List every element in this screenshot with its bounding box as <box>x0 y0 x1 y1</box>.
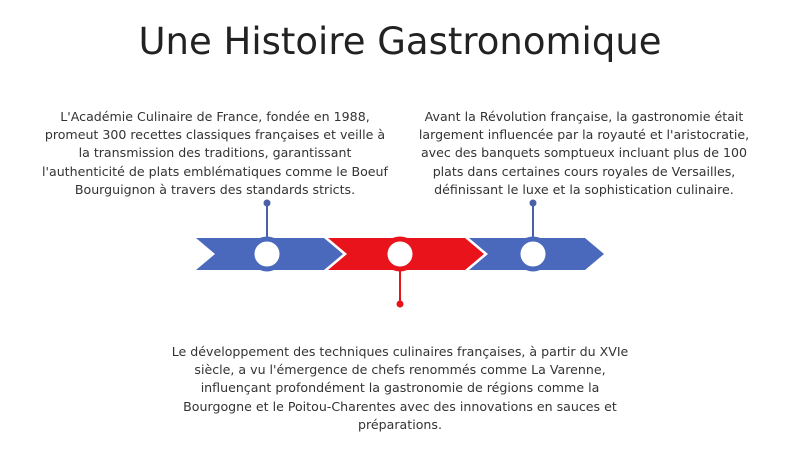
connector-dot-left <box>264 200 271 207</box>
timeline-marker-center <box>385 239 415 269</box>
timeline-marker-left <box>252 239 282 269</box>
timeline-marker-right <box>518 239 548 269</box>
event-text-bottom: Le développement des techniques culinaires françaises, à partir du XVIe siècle, a vu l'émergence de chefs renommés comme La Varenne, influençant profondément la gastronomie de régions comme la Bourgogne et le Poitou-Charentes avec des innovations en sauces et préparations. <box>171 344 629 432</box>
connector-dot-bottom <box>397 301 404 308</box>
event-text-right: Avant la Révolution française, la gastronomie était largement influencée par la royauté et l'aristocratie, avec des banquets somptueux incluant plus de 100 plats dans certaines cours royales de Versailles, définissant le luxe et la sophistication culinaire. <box>418 109 750 197</box>
connector-dot-right <box>530 200 537 207</box>
slide-title: Une Histoire Gastronomique <box>138 20 662 63</box>
event-text-left: L'Académie Culinaire de France, fondée en 1988, promeut 300 recettes classiques françaises et veille à la transmission des traditions, garantissant l'authenticité de plats emblématiques comme le Boeuf Bourguignon à travers des standards stricts. <box>42 109 388 197</box>
